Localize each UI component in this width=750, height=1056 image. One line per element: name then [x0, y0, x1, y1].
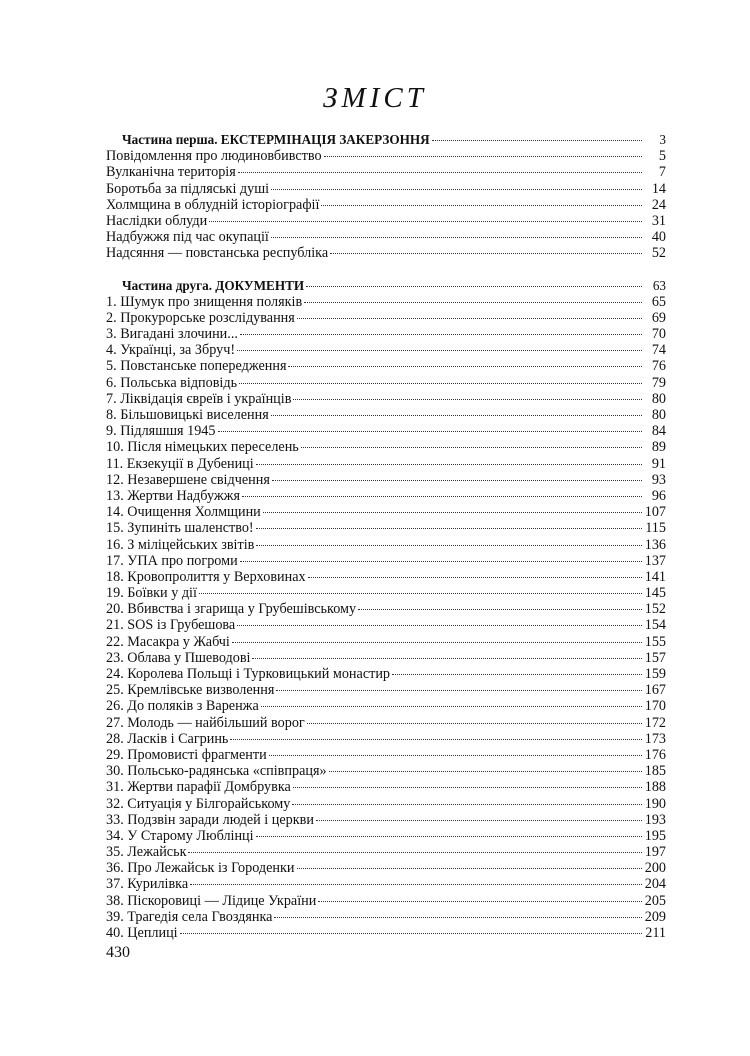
toc-page-number: 154 — [644, 617, 666, 634]
toc-page-number: 172 — [644, 714, 666, 731]
toc-page-number: 69 — [651, 309, 666, 326]
dot-leader — [329, 771, 642, 772]
dot-leader — [261, 706, 642, 707]
toc-entry-title: 14. Очищення Холмщини — [106, 504, 261, 521]
toc-entry — [106, 876, 666, 892]
toc-entry — [106, 844, 666, 860]
toc-entry — [106, 326, 666, 342]
toc-entry-title: 40. Цеплиці — [106, 925, 178, 941]
toc-page-number: 197 — [644, 844, 666, 861]
dot-leader — [276, 690, 642, 691]
toc-page-number: 24 — [651, 196, 666, 213]
page-number: 430 — [106, 944, 130, 961]
dot-leader — [271, 189, 642, 190]
dot-leader — [330, 253, 642, 254]
dot-leader — [256, 528, 642, 529]
toc-part-heading — [106, 278, 666, 294]
toc-page-number: 204 — [644, 876, 666, 893]
toc-entry-title: Вулканічна територія — [106, 164, 236, 181]
toc-page-number: 84 — [651, 423, 666, 440]
dot-leader — [307, 723, 642, 724]
toc-entry — [106, 310, 666, 326]
dot-leader — [240, 561, 642, 562]
toc-entry — [106, 779, 666, 795]
dot-leader — [237, 350, 642, 351]
toc-entry — [106, 698, 666, 714]
toc-entry — [106, 213, 666, 229]
toc-entry — [106, 682, 666, 698]
toc-entry — [106, 391, 666, 407]
toc-entry — [106, 439, 666, 455]
dot-leader — [288, 366, 642, 367]
dot-leader — [232, 642, 642, 643]
toc-entry-title: 4. Українці, за Збруч! — [106, 342, 236, 359]
toc-entry-title: 25. Кремлівське визволення — [106, 682, 275, 699]
toc-page-number: 190 — [644, 795, 666, 812]
dot-leader — [297, 868, 643, 869]
toc-page-number: 52 — [651, 245, 666, 262]
toc-page-number: 107 — [644, 504, 666, 521]
toc-page-number: 188 — [644, 779, 666, 796]
dot-leader — [256, 836, 642, 837]
toc-page-number: 76 — [651, 358, 666, 375]
dot-leader — [301, 447, 642, 448]
toc-page-number: 159 — [644, 666, 666, 682]
toc-page-number: 63 — [652, 277, 666, 293]
toc-page-number: 65 — [651, 293, 666, 310]
toc-page-number: 176 — [644, 746, 666, 763]
toc-page-number: 80 — [651, 407, 666, 423]
dot-leader — [318, 901, 642, 902]
toc-page-number: 141 — [644, 568, 666, 585]
toc-entry-title: 2. Прокурорське розслідування — [106, 309, 295, 326]
toc-entry — [106, 245, 666, 261]
toc-entry-title: 10. Після німецьких переселень — [106, 439, 299, 456]
dot-leader — [293, 399, 642, 400]
toc-entry — [106, 229, 666, 245]
toc-page-number: 136 — [644, 536, 666, 553]
dot-leader — [240, 334, 642, 335]
toc-entry — [106, 763, 666, 779]
toc-entry — [106, 488, 666, 504]
toc-page-number: 40 — [651, 229, 666, 246]
toc-entry — [106, 925, 666, 941]
toc-entry-title: 23. Облава у Пшеводові — [106, 649, 251, 666]
toc-entry-title: 13. Жертви Надбужжя — [106, 487, 240, 504]
toc-entry-title: 11. Екзекуції в Дубениці — [106, 455, 254, 472]
toc-entry — [106, 407, 666, 423]
toc-page-number: 91 — [651, 455, 666, 472]
toc-entry — [106, 423, 666, 439]
dot-leader — [271, 237, 642, 238]
dot-leader — [237, 625, 642, 626]
dot-leader — [316, 820, 642, 821]
dot-leader — [199, 593, 642, 594]
toc-entry-title: 35. Лежайськ — [106, 844, 187, 861]
toc-entry — [106, 294, 666, 310]
toc-entry — [106, 731, 666, 747]
dot-leader — [272, 480, 642, 481]
toc-entry-title: 17. УПА про погроми — [106, 552, 238, 569]
toc-entry — [106, 585, 666, 601]
toc-entry-title: 34. У Старому Люблінці — [106, 827, 254, 844]
toc-entry-title: 18. Кровопролиття у Верховинах — [106, 568, 306, 585]
toc-entry — [106, 909, 666, 925]
toc-entry-title: 16. З міліцейських звітів — [106, 536, 255, 553]
toc-entry — [106, 197, 666, 213]
toc-entry — [106, 860, 666, 876]
toc-entry — [106, 342, 666, 358]
toc-page-number: 195 — [644, 827, 666, 844]
toc-entry — [106, 617, 666, 633]
toc-page-number: 7 — [658, 164, 666, 181]
toc-page-number: 157 — [644, 649, 666, 666]
toc-entry-title: Надбужжя під час окупації — [106, 229, 269, 246]
toc-entry — [106, 715, 666, 731]
toc-entry — [106, 650, 666, 666]
toc-page-number: 89 — [651, 439, 666, 456]
toc-entry — [106, 148, 666, 164]
toc-entry-title: 24. Королева Польщі і Турковицький монастир — [106, 666, 391, 682]
toc-entry-title: Повідомлення про людиновбивство — [106, 148, 322, 165]
toc-entry — [106, 812, 666, 828]
toc-page-number: 209 — [644, 908, 666, 925]
dot-leader — [180, 933, 642, 934]
toc-page-number: 31 — [651, 212, 666, 229]
dot-leader — [297, 318, 642, 319]
dot-leader — [238, 172, 642, 173]
toc-page-number: 211 — [645, 925, 666, 941]
toc-entry — [106, 164, 666, 180]
dot-leader — [271, 415, 642, 416]
toc-entry-title: 1. Шумук про знищення поляків — [106, 293, 303, 310]
toc-page-number: 115 — [645, 520, 666, 537]
toc-entry — [106, 796, 666, 812]
table-of-contents — [106, 132, 666, 941]
toc-entry — [106, 181, 666, 197]
toc-entry-title: 19. Боївки у дії — [106, 585, 197, 602]
toc-entry — [106, 893, 666, 909]
toc-entry-title: 7. Ліквідація євреїв і українців — [106, 390, 292, 407]
toc-entry-title: Холмщина в облудній історіографії — [106, 196, 320, 213]
toc-entry — [106, 358, 666, 374]
dot-leader — [306, 286, 642, 287]
toc-entry-title: 8. Більшовицькі виселення — [106, 407, 269, 423]
toc-entry-title: 38. Піскоровиці — Лідице України — [106, 892, 317, 909]
toc-page-number: 193 — [644, 811, 666, 828]
toc-page-number: 185 — [644, 763, 666, 780]
toc-page-number: 5 — [658, 148, 666, 165]
toc-entry-title: 9. Підляшшя 1945 — [106, 423, 216, 440]
dot-leader — [358, 609, 642, 610]
dot-leader — [218, 431, 643, 432]
dot-leader — [269, 755, 642, 756]
toc-part-heading — [106, 132, 666, 148]
toc-entry-title: 36. Про Лежайськ із Городенки — [106, 860, 295, 877]
dot-leader — [392, 674, 642, 675]
dot-leader — [230, 739, 642, 740]
toc-entry — [106, 375, 666, 391]
toc-page-number: 70 — [651, 326, 666, 343]
dot-leader — [256, 464, 642, 465]
dot-leader — [293, 787, 642, 788]
toc-entry-title: 22. Масакра у Жабчі — [106, 633, 230, 650]
dot-leader — [239, 383, 642, 384]
toc-page-number: 3 — [659, 132, 666, 147]
toc-page-number: 93 — [651, 471, 666, 488]
toc-entry — [106, 828, 666, 844]
dot-leader — [190, 884, 642, 885]
toc-entry — [106, 666, 666, 682]
dot-leader — [252, 658, 642, 659]
toc-entry — [106, 634, 666, 650]
toc-entry-title: 31. Жертви парафії Домбрувка — [106, 779, 291, 796]
toc-page-number: 145 — [644, 585, 666, 602]
dot-leader — [242, 496, 642, 497]
toc-entry — [106, 747, 666, 763]
toc-entry — [106, 537, 666, 553]
toc-entry-title: 33. Подзвін заради людей і церкви — [106, 811, 314, 828]
toc-entry-title: Наслідки облуди — [106, 212, 208, 229]
dot-leader — [432, 140, 642, 141]
dot-leader — [292, 804, 642, 805]
toc-page-number: 80 — [651, 390, 666, 407]
page-title: ЗМІСТ — [323, 82, 427, 114]
toc-page-number: 200 — [644, 860, 666, 877]
toc-entry-title: 30. Польсько-радянська «співпраця» — [106, 763, 327, 780]
toc-entry — [106, 504, 666, 520]
toc-page-number: 152 — [644, 601, 666, 618]
dot-leader — [256, 545, 642, 546]
toc-page-number: 173 — [644, 730, 666, 747]
toc-entry-title: Надсяння — повстанська республіка — [106, 245, 329, 262]
dot-leader — [321, 205, 642, 206]
dot-leader — [324, 156, 642, 157]
toc-entry — [106, 553, 666, 569]
toc-entry-title: Боротьба за підляські душі — [106, 180, 270, 197]
toc-entry-title: 26. До поляків з Варенжа — [106, 698, 259, 715]
toc-entry — [106, 456, 666, 472]
toc-entry — [106, 520, 666, 536]
toc-entry-title: 21. SOS із Грубешова — [106, 617, 236, 634]
toc-entry-title: 20. Вбивства і згарища у Грубешівському — [106, 601, 357, 618]
toc-entry-title: 5. Повстанське попередження — [106, 358, 287, 375]
toc-page-number: 170 — [644, 698, 666, 715]
toc-entry-title: 29. Промовисті фрагменти — [106, 746, 267, 763]
toc-entry-title: 32. Ситуація у Білгорайському — [106, 795, 291, 812]
toc-page-number: 74 — [651, 342, 666, 359]
toc-page-number: 79 — [651, 374, 666, 391]
dot-leader — [304, 302, 642, 303]
toc-entry-title: 12. Незавершене свідчення — [106, 471, 270, 488]
toc-entry-title: 39. Трагедія села Гвоздянка — [106, 908, 273, 925]
toc-entry-title: 37. Курилівка — [106, 876, 189, 893]
toc-entry-title: 6. Польська відповідь — [106, 374, 238, 391]
toc-page-number: 155 — [644, 633, 666, 650]
dot-leader — [308, 577, 642, 578]
dot-leader — [274, 917, 642, 918]
toc-page-number: 14 — [651, 180, 666, 197]
toc-entry-title: 27. Молодь — найбільший ворог — [106, 714, 305, 731]
toc-entry-title: 3. Вигадані злочини... — [106, 326, 238, 343]
toc-page-number: 137 — [644, 552, 666, 569]
toc-page-number: 205 — [644, 892, 666, 909]
toc-entry-title: Частина перша. ЕКСТЕРМІНАЦІЯ ЗАКЕРЗОННЯ — [122, 132, 430, 147]
toc-entry-title: Частина друга. ДОКУМЕНТИ — [122, 277, 305, 293]
toc-entry — [106, 601, 666, 617]
toc-entry — [106, 472, 666, 488]
toc-page-number: 96 — [651, 487, 666, 504]
dot-leader — [188, 852, 642, 853]
toc-entry — [106, 569, 666, 585]
toc-page-number: 167 — [644, 682, 666, 699]
dot-leader — [209, 221, 642, 222]
toc-entry-title: 15. Зупиніть шаленство! — [106, 520, 254, 537]
toc-entry-title: 28. Ласків і Сагринь — [106, 730, 229, 747]
dot-leader — [263, 512, 642, 513]
